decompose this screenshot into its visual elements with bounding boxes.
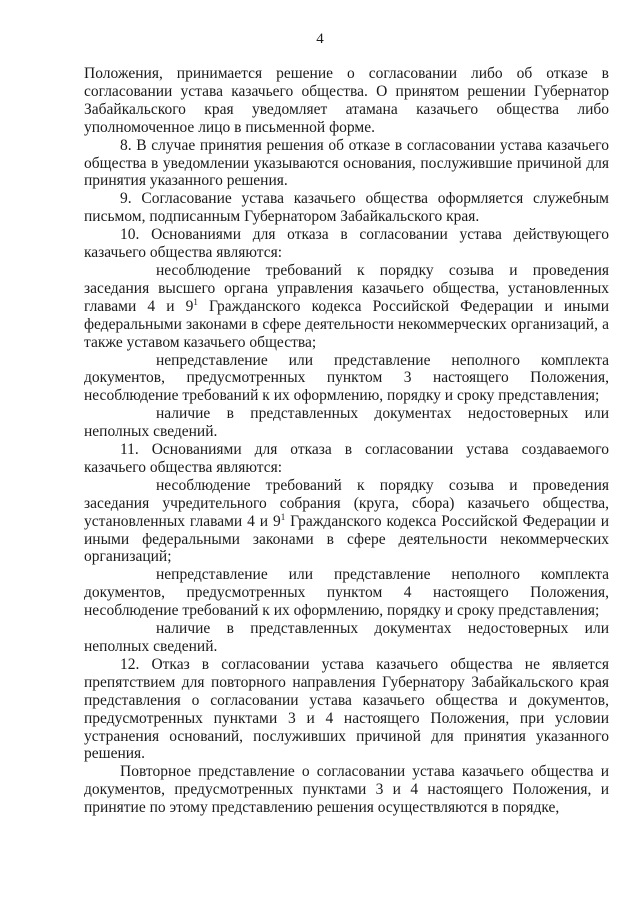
item-text-end: Гражданского кодекса Российской Федерации и иными федеральными законами в сфере деятельности некоммерческих организаций, а также уставом казачьего общества; <box>84 297 609 351</box>
paragraph-continuation: Положения, принимается решение о согласовании либо об отказе в согласовании устава казачьего общества. О принятом решении Губернатор Забайкальского края уведомляет атамана казачьего общества либо уполномоченное лицо в письменной форме. <box>84 65 609 136</box>
paragraph-10: 10. Основаниями для отказа в согласовании устава действующего казачьего общества являются: <box>84 226 609 262</box>
paragraph-11-item-2: непредставление или представление неполного комплекта документов, предусмотренных пунктом 4 настоящего Положения, несоблюдение требований к их оформлению, порядку и сроку представления; <box>84 566 609 620</box>
superscript-mark: 1 <box>193 296 198 307</box>
superscript-mark: 1 <box>280 511 286 522</box>
paragraph-11-item-3: наличие в представленных документах недостоверных или неполных сведений. <box>84 620 609 655</box>
item-text-start: несоблюдение требований к порядку созыва и проведения заседания высшего органа управления казачьего общества, установленных главами 4 и 9 <box>84 261 609 315</box>
page-number: 4 <box>316 31 324 47</box>
item-text-end: Гражданского кодекса Российской Федерации и иными федеральными законами в сфере деятельности некоммерческих организаций; <box>84 512 609 566</box>
paragraph-11-item-1 <box>84 477 609 567</box>
paragraph-12: 12. Отказ в согласовании устава казачьего общества не является препятствием для повторного направления Губернатору Забайкальского края представления о согласовании устава казачьего общества и документов, предусмотренных пунктами 3 и 4 настоящего Положения, при условии устранения оснований, послуживших причиной для принятия указанного решения. <box>84 655 609 763</box>
paragraph-10-item-3: наличие в представленных документах недостоверных или неполных сведений. <box>84 405 609 441</box>
paragraph-repeat-submission: Повторное представление о согласовании устава казачьего общества и документов, предусмотренных пунктами 3 и 4 настоящего Положения, и принятие по этому представлению решения осуществляются в порядке, <box>84 763 609 817</box>
item-text-start: несоблюдение требований к порядку созыва и проведения заседания учредительного собрания (круга, сбора) казачьего общества, установленных главами 4 и 9 <box>84 476 609 530</box>
paragraph-10-item-1 <box>84 262 609 352</box>
paragraph-8: 8. В случае принятия решения об отказе в согласовании устава казачьего общества в уведомлении указываются основания, послужившие причиной для принятия указанного решения. <box>84 136 609 190</box>
document-body <box>84 65 609 817</box>
paragraph-10-item-2: непредставление или представление неполного комплекта документов, предусмотренных пунктом 3 настоящего Положения, несоблюдение требований к их оформлению, порядку и сроку представления; <box>84 351 609 405</box>
paragraph-11: 11. Основаниями для отказа в согласовании устава создаваемого казачьего общества являются: <box>84 441 609 476</box>
paragraph-9: 9. Согласование устава казачьего общества оформляется служебным письмом, подписанным Губернатором Забайкальского края. <box>84 190 609 226</box>
